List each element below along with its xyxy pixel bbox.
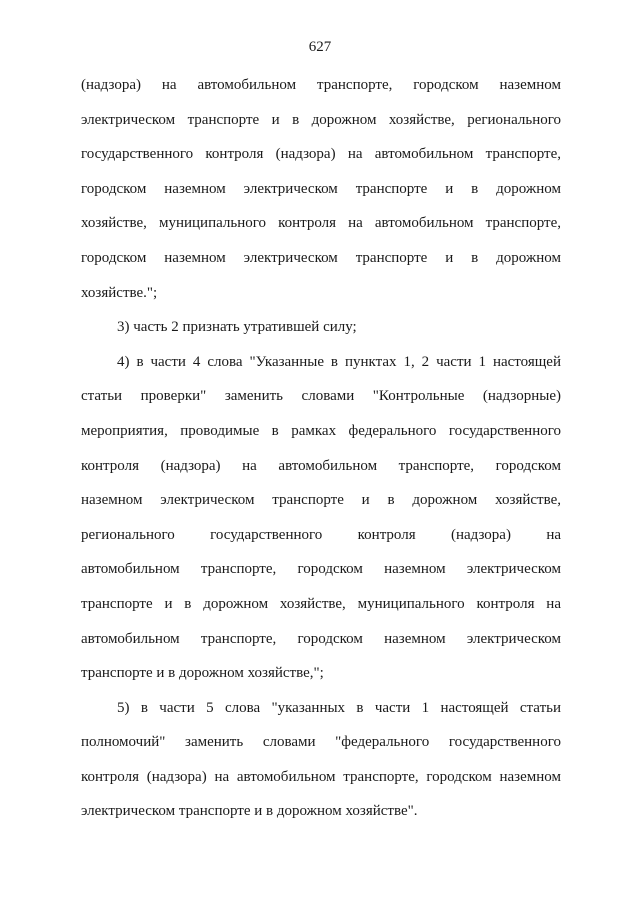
page-number: 627 (308, 39, 332, 55)
text-line: 3) часть 2 признать утратившей силу; (117, 319, 357, 336)
text-line: электрическом транспорте и в дорожном хозяйстве". (81, 803, 418, 820)
text-line: государственного контроля (надзора) на автомобильном транспорте, (81, 146, 561, 163)
text-line: регионального государственного контроля (надзора) на (81, 526, 561, 543)
text-line: транспорте и в дорожном хозяйстве, муниципального контроля на (81, 595, 561, 612)
text-line: контроля (надзора) на автомобильном транспорте, городском (81, 457, 561, 474)
text-line: мероприятия, проводимые в рамках федерального государственного (81, 422, 561, 439)
text-line: хозяйстве."; (81, 284, 158, 301)
text-line: электрическом транспорте и в дорожном хозяйстве, регионального (81, 111, 561, 128)
text-line: статьи проверки" заменить словами "Контрольные (надзорные) (81, 388, 561, 405)
text-line: городском наземном электрическом транспорте и в дорожном (81, 180, 561, 197)
text-line: транспорте и в дорожном хозяйстве,"; (81, 665, 324, 682)
text-line: контроля (надзора) на автомобильном транспорте, городском наземном (81, 768, 561, 785)
text-line: автомобильном транспорте, городском наземном электрическом (81, 561, 561, 578)
text-line: полномочий" заменить словами "федерального государственного (81, 734, 561, 751)
text-line: наземном электрическом транспорте и в дорожном хозяйстве, (81, 492, 561, 509)
text-line: (надзора) на автомобильном транспорте, городском наземном (81, 77, 561, 93)
text-line: 4) в части 4 слова "Указанные в пунктах 1, 2 части 1 настоящей (117, 353, 561, 370)
text-line: автомобильном транспорте, городском наземном электрическом (81, 630, 561, 647)
text-line: 5) в части 5 слова "указанных в части 1 настоящей статьи (117, 699, 561, 716)
document-body (81, 68, 561, 829)
text-line: городском наземном электрическом транспорте и в дорожном (81, 249, 561, 266)
text-line: хозяйстве, муниципального контроля на автомобильном транспорте, (81, 215, 561, 232)
